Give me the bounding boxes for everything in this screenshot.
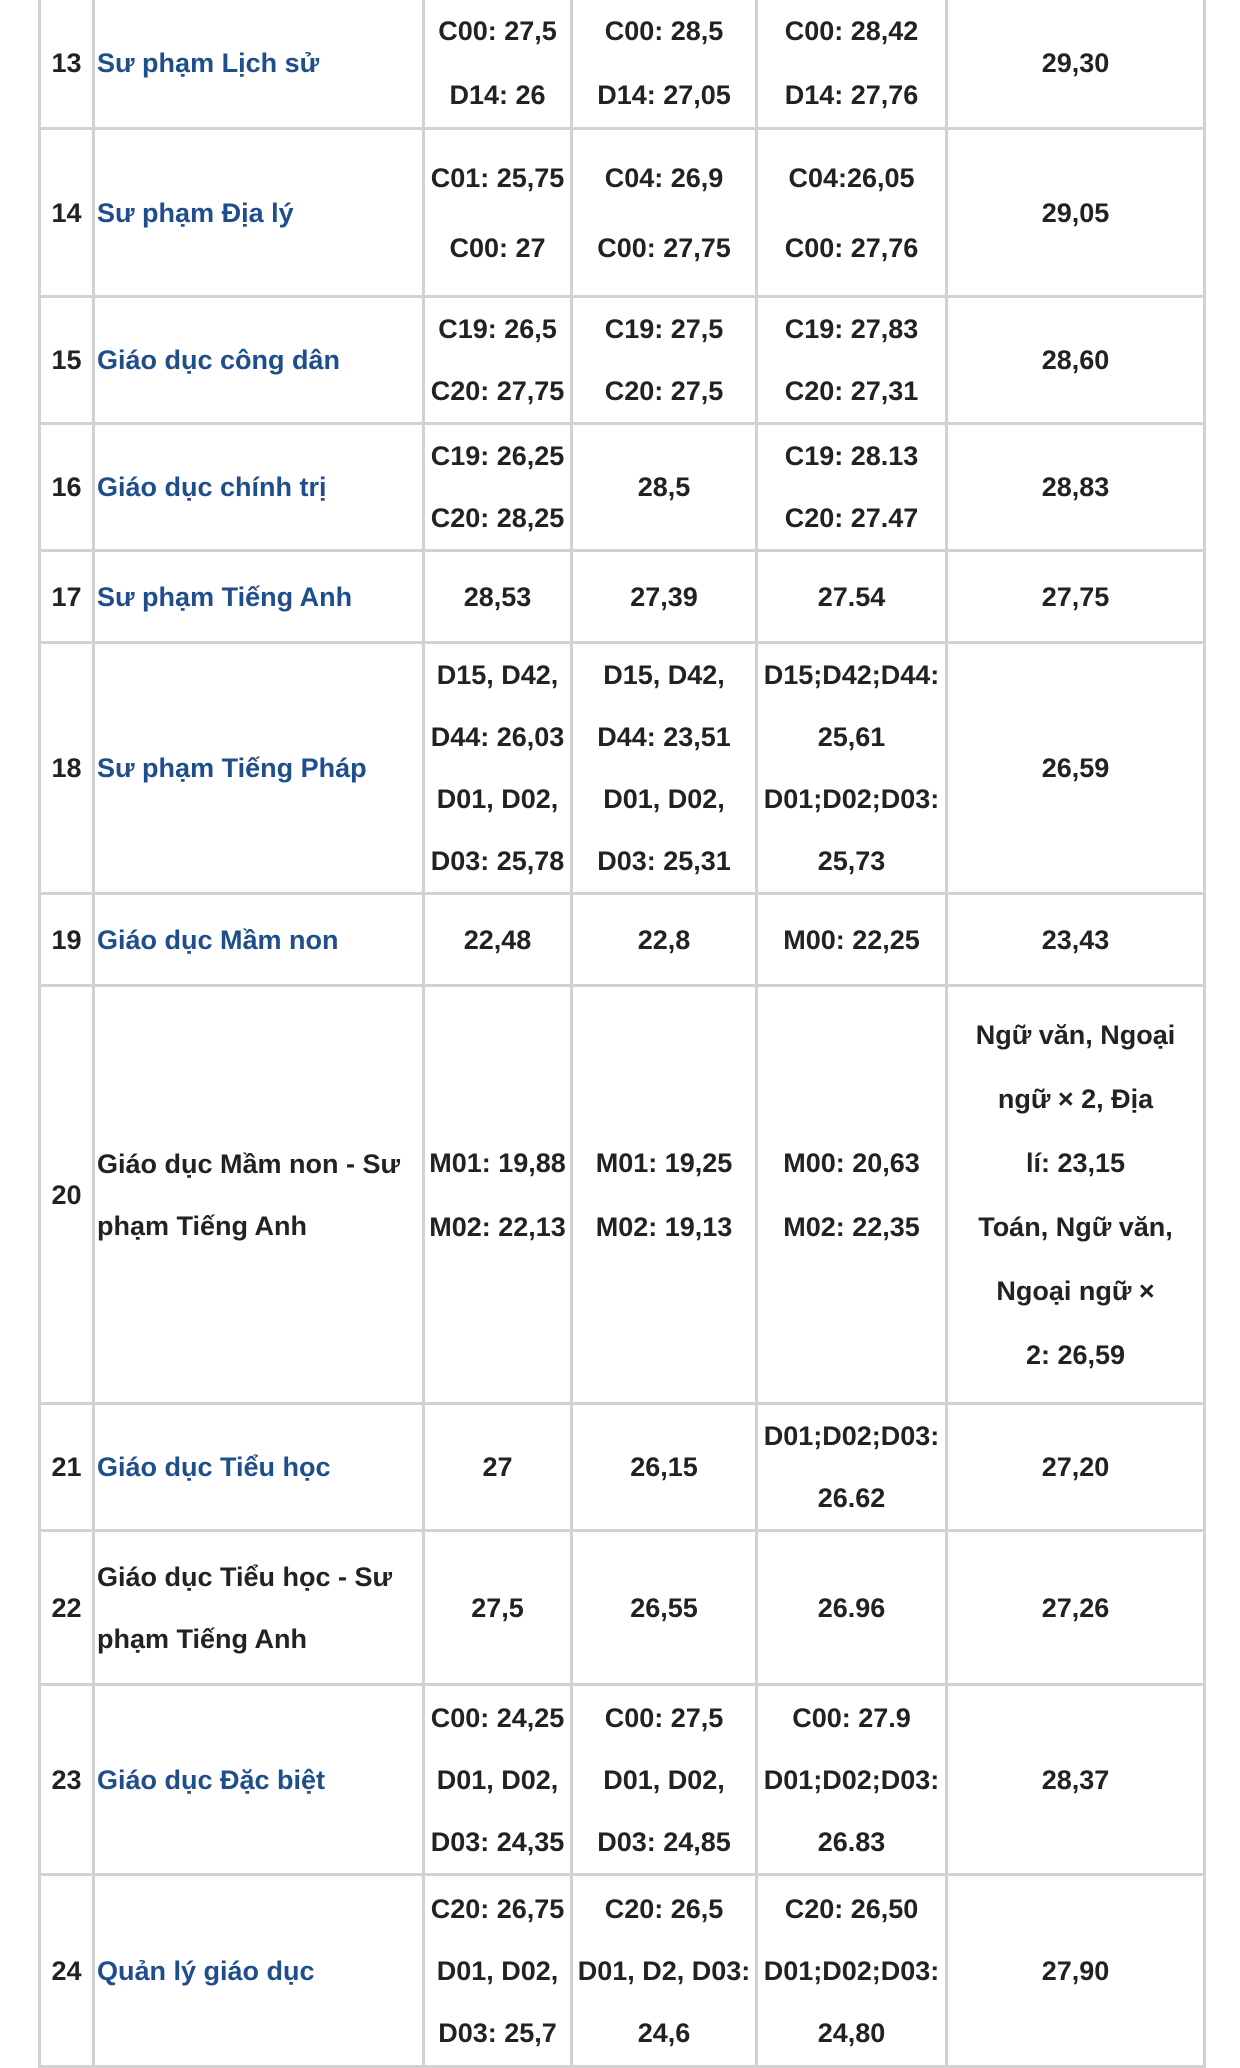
score-line: 28,37 [1041,1764,1110,1795]
score-line: 28,53 [463,581,532,612]
major-name-link[interactable]: Giáo dục công dân [97,345,341,375]
score-line: C00: 27.9 [792,1702,911,1733]
score-line: D01, D02, [603,784,725,814]
score-cell-y2023 [947,1875,1205,2067]
score-line: D14: 26 [449,80,546,110]
table-row [40,551,1205,643]
score-line: D15, D42, [436,660,559,690]
score-line: C20: 26,75 [430,1893,565,1924]
score-line: 27,26 [1041,1592,1110,1623]
score-cell-y2022 [757,129,947,297]
score-cell-y2023 [947,894,1205,986]
score-cell-y2020 [424,297,572,424]
score-cell-y2021 [572,894,757,986]
score-line: 29,05 [1041,197,1110,228]
score-line: D01, D2, D03: [577,1955,751,1986]
score-cell-y2023 [947,424,1205,551]
score-line: M02: 22,13 [429,1211,566,1242]
score-line: C04: 26,9 [604,162,724,193]
table-row [40,986,1205,1404]
score-line: C00: 27,5 [438,16,557,46]
major-name-link[interactable]: Sư phạm Lịch sử [97,48,320,78]
score-line: D03: 24,85 [597,1826,731,1857]
score-line: D03: 25,7 [438,2017,557,2048]
score-line: 25,61 [817,722,886,752]
row-number: 15 [40,297,94,424]
row-number: 24 [40,1875,94,2067]
row-number: 18 [40,643,94,894]
major-name-link[interactable]: Sư phạm Địa lý [97,197,294,228]
score-line: C04:26,05 [788,162,915,193]
score-cell-y2022 [757,551,947,643]
major-name-cell [94,986,424,1404]
major-name: Giáo dục Mầm non - Sư phạm Tiếng Anh [97,1148,401,1241]
row-number: 20 [40,986,94,1404]
score-line: M00: 22,25 [783,924,920,955]
score-line: C20: 27.47 [784,503,919,533]
score-line: D01, D02, [436,784,559,814]
major-name-cell[interactable] [94,1404,424,1531]
major-name-link[interactable]: Giáo dục Mầm non [97,924,339,955]
score-line: 26.83 [817,1826,886,1857]
score-cell-y2020 [424,1685,572,1875]
score-line: M02: 19,13 [595,1211,733,1242]
table-row [40,643,1205,894]
table-row [40,424,1205,551]
admission-score-table [38,0,1206,2068]
score-line: M01: 19,25 [595,1147,733,1178]
score-line: 27,20 [1041,1452,1110,1482]
major-name-cell[interactable] [94,129,424,297]
score-line: 28,60 [1041,345,1110,375]
score-line: C00: 27 [449,232,546,263]
score-cell-y2022 [757,0,947,129]
score-line: D03: 25,31 [597,846,731,876]
score-line: D44: 26,03 [430,722,565,752]
score-line: D01;D02;D03: [763,784,940,814]
score-line: 26,15 [630,1452,698,1482]
score-line: Ngữ văn, Ngoại [975,1019,1176,1050]
score-cell-y2020 [424,0,572,129]
score-cell-y2023 [947,1685,1205,1875]
score-cell-y2023 [947,1404,1205,1531]
score-cell-y2023 [947,297,1205,424]
score-line: C20: 28,25 [430,503,565,533]
score-line: D44: 23,51 [597,722,731,752]
score-cell-y2020 [424,1404,572,1531]
score-line: 26,55 [630,1592,698,1623]
score-cell-y2020 [424,1531,572,1685]
score-cell-y2021 [572,986,757,1404]
score-line: C00: 27,76 [784,232,919,263]
score-line: C00: 24,25 [430,1702,565,1733]
score-line: 26.96 [817,1592,886,1623]
score-cell-y2021 [572,1685,757,1875]
score-line: C19: 28.13 [784,441,919,471]
score-line: C20: 27,5 [604,376,724,406]
score-line: C20: 26,5 [604,1893,724,1924]
major-name-cell[interactable] [94,424,424,551]
table-row [40,1531,1205,1685]
major-name-cell[interactable] [94,0,424,129]
table-body [40,0,1205,2067]
score-line: ngữ × 2, Địa [997,1083,1154,1114]
major-name-cell[interactable] [94,551,424,643]
score-cell-y2022 [757,643,947,894]
row-number: 13 [40,0,94,129]
score-line: M00: 20,63 [783,1147,920,1178]
score-cell-y2023 [947,551,1205,643]
score-line: Ngoại ngữ × [996,1275,1155,1306]
major-name-cell[interactable] [94,643,424,894]
major-name-link[interactable]: Giáo dục Tiểu học [97,1452,331,1482]
score-cell-y2021 [572,1875,757,2067]
table-row [40,894,1205,986]
score-line: C01: 25,75 [430,162,565,193]
score-cell-y2022 [757,1685,947,1875]
score-cell-y2020 [424,894,572,986]
score-cell-y2021 [572,297,757,424]
row-number: 16 [40,424,94,551]
row-number: 22 [40,1531,94,1685]
score-line: C19: 26,25 [430,441,565,471]
major-name-cell[interactable] [94,1685,424,1875]
table-row [40,297,1205,424]
score-line: 22,48 [463,924,532,955]
major-name-link[interactable]: Sư phạm Tiếng Pháp [97,753,367,783]
score-line: 27 [482,1452,513,1482]
score-line: D14: 27,05 [597,80,731,110]
score-cell-y2021 [572,1404,757,1531]
score-line: 28,83 [1041,472,1110,502]
score-cell-y2023 [947,1531,1205,1685]
row-number: 23 [40,1685,94,1875]
major-name-link[interactable]: Sư phạm Tiếng Anh [97,581,353,612]
score-cell-y2022 [757,1404,947,1531]
score-cell-y2021 [572,1531,757,1685]
score-line: M01: 19,88 [429,1147,566,1178]
score-line: C19: 26,5 [438,314,557,344]
major-name-link[interactable]: Giáo dục chính trị [97,472,327,502]
score-cell-y2022 [757,297,947,424]
score-line: Toán, Ngữ văn, [978,1211,1173,1242]
major-name-cell[interactable] [94,297,424,424]
row-number: 19 [40,894,94,986]
score-line: 27,75 [1041,581,1110,612]
score-cell-y2020 [424,129,572,297]
score-line: C19: 27,83 [784,314,919,344]
row-number: 21 [40,1404,94,1531]
score-cell-y2022 [757,986,947,1404]
major-name-link[interactable]: Giáo dục Đặc biệt [97,1764,326,1795]
score-line: D03: 25,78 [430,846,565,876]
score-line: lí: 23,15 [1025,1147,1126,1178]
score-line: 27,5 [471,1592,524,1623]
major-name-link[interactable]: Quản lý giáo dục [97,1955,315,1986]
score-line: D01;D02;D03: [763,1764,940,1795]
score-line: 26,59 [1041,753,1110,783]
score-line: C20: 26,50 [784,1893,919,1924]
score-line: C20: 27,75 [430,376,565,406]
score-line: 27,39 [630,581,698,612]
score-line: 24,80 [817,2017,886,2048]
score-cell-y2021 [572,551,757,643]
row-number: 14 [40,129,94,297]
score-line: 27,90 [1041,1955,1110,1986]
table-row [40,1404,1205,1531]
score-cell-y2022 [757,894,947,986]
score-cell-y2023 [947,0,1205,129]
score-line: D01, D02, [436,1764,559,1795]
score-line: C00: 27,5 [604,1702,724,1733]
score-line: D15, D42, [603,660,725,690]
table-row [40,1875,1205,2067]
score-line: 22,8 [637,924,691,955]
score-cell-y2021 [572,424,757,551]
score-line: D01;D02;D03: [763,1421,940,1451]
score-line: C00: 28,5 [604,16,724,46]
score-line: D15;D42;D44: [763,660,940,690]
score-line: 24,6 [637,2017,691,2048]
major-name: Giáo dục Tiểu học - Sư phạm Tiếng Anh [97,1561,393,1654]
score-line: 28,5 [637,472,691,502]
score-line: C19: 27,5 [604,314,724,344]
score-cell-y2022 [757,1875,947,2067]
score-line: M02: 22,35 [783,1211,920,1242]
table-row [40,0,1205,129]
score-cell-y2020 [424,424,572,551]
score-line: 25,73 [817,846,886,876]
score-cell-y2020 [424,643,572,894]
score-line: D01;D02;D03: [763,1955,940,1986]
score-cell-y2020 [424,551,572,643]
score-line: 2: 26,59 [1025,1339,1126,1370]
score-cell-y2020 [424,986,572,1404]
score-cell-y2020 [424,1875,572,2067]
score-line: 23,43 [1041,924,1110,955]
major-name-cell[interactable] [94,1875,424,2067]
score-line: D01, D02, [603,1764,725,1795]
score-cell-y2021 [572,129,757,297]
score-line: D14: 27,76 [784,80,919,110]
score-line: C20: 27,31 [784,376,919,406]
row-number: 17 [40,551,94,643]
score-line: 29,30 [1041,48,1110,78]
major-name-cell[interactable] [94,894,424,986]
score-cell-y2023 [947,643,1205,894]
score-cell-y2023 [947,986,1205,1404]
score-cell-y2022 [757,424,947,551]
score-cell-y2021 [572,0,757,129]
score-line: D01, D02, [436,1955,559,1986]
score-line: 26.62 [817,1483,886,1513]
score-cell-y2021 [572,643,757,894]
score-line: 27.54 [817,581,886,612]
score-line: C00: 27,75 [597,232,731,263]
table-row [40,1685,1205,1875]
score-line: D03: 24,35 [430,1826,565,1857]
table-row [40,129,1205,297]
major-name-cell [94,1531,424,1685]
score-cell-y2022 [757,1531,947,1685]
score-line: C00: 28,42 [784,16,919,46]
score-cell-y2023 [947,129,1205,297]
